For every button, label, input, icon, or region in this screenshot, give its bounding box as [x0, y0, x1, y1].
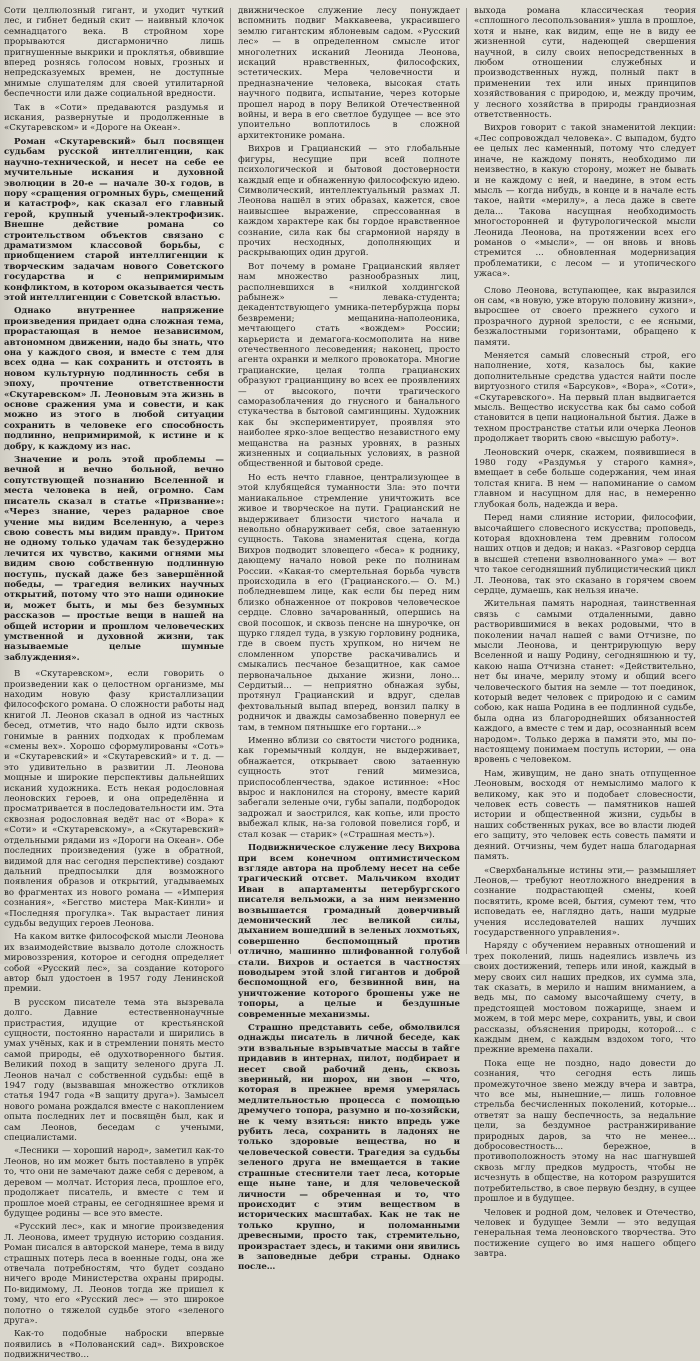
paragraph: Именно вблизи со святости чистого родника, как горемычный колдун, не выдерживает, обнажается, открывает свою затаенную сущность этот гений мимезиса, приспособленчества, эдакое истинное: «Нос вырос и наклонился на сторону, вместе карий забегали зеленые очи, губы запали, подбородок задрожал и заострился, как копье, или просто выбежал клык, на-за головой повелися горб, и стал козак — старик» («Страшная месть»). [238, 736, 460, 840]
paragraph: Нам, живущим, не дано знать отпущенное Леоновым, восходя от немыслимо малого к великому, как это и подобает словесности, человек есть совесть — памятников нашей истории и общественной жизни, судьбы в наших собственных руках, все во власти людей его защиту, это человек есть совесть памяти и деяний. Отчизны, чем будет наша благодарная память. [474, 768, 696, 863]
paragraph: «Лесники — хороший народ», заметил как-то Леонов, но им может быть поставлено в упрёк то, что они не замечают даже себя с деревом, а деревом — молчат. История леса, прошлое его, продолжает писатель, и вместе с тем и прошлое моей страны, ее сегодняшнее время и будущее родины — все это вместе. [4, 1146, 224, 1219]
paragraph: выхода романа классическая теория «сплошного лесопользования» ушла в прошлое, хотя и ныне, как видим, еще не в виду ее жизненной сути, надеющей свершения научной, в силу своих непосредственных в любом отношении служебных и производственных нужд, полный пакт в применении тех или иных принципов хозяйствования с природою, и, между прочим, у лесного хозяйства в природы грандиозная ответственность. [474, 6, 696, 121]
column-divider [466, 8, 467, 954]
paragraph: Вот почему в романе Грацианский являет нам множество разнообразных лиц, располневшихся в «нилкой холдингской рабынеж» — левака-студента; декадентствующего умника-петербуржца поры безвремени; мещанина-наполеоника, мечтающего стать «вождем» России; карьериста и демагога-космополита на ниве отечественного лесоведения; наконец, просто агента охранки и мелкого провокатора. Многие грацианские, целая толпа грацианских образуют грацианщину во всех ее проявлениях — от высокого, почти трагического саморазоблачения до гнусного и банального стукачества в бытовой самгинщины. Художник как бы экспериментирует, проявляя это наиболее ярко-злое вещество независтного ему мещанства на разных уровнях, в разных жизненных и социальных условиях, в разной общественной и бытовой среде. [238, 261, 460, 470]
paragraph: На каком витке философской мысли Леонова их взаимодействие вызвало дотоле сложность мировоззрения, которое и сегодня определяет собой «Русский лес», за создание которого автор был удостоен в 1957 году Ленинской премии. [4, 932, 224, 995]
paragraph: Соти целлюлозный гигант, и уходит чуткий лес, и гибнет бедный скит — наивный клочок семнадцатого века. В стройном хоре прорываются дисгармонично лишь пригнушенные выкрики и проклятья, обвившие вперед рознясь голосом новых, грозных и непредсказуемых времен, не доступные мнимые слушателям для своей утилитарной беспечности или даже социальной вредности. [4, 6, 224, 100]
paragraph: Вихров и Грацианский — это глобальные фигуры, несущие при всей полноте психологической и бытовой достоверности каждый еще и обнаженную философскую идею. Символический, интеллектуальный размах Л. Леонова нашёл в этих образах, кажется, свое наивысшее выражение, спрессованная в каждом характере как бы гордое нравственное сознание, сила как бы сгармониой наряду в прочих несходных, дополняющих и раскрывающих один другой. [238, 144, 460, 259]
paragraph: В «Скутаревском», если говорить о произведении как о целостном организме, мы находим новую фазу кристаллизации философского романа. О сложности работы над книгой Л. Леонов сказал в одной из частных бесед, отметив, что надо было идти сквозь гонимые в ранних подходах к проблемам «смены вех». Хорошо сформулированы «Соть» и «Скутаревский» и «Скутаревский» и т. д. — это удивительно в развитии Л. Леонова мощные и широкие перспективы дальнейших исканий художника. Есть некая родословная леоновских героев, и она определённа и просматривается в последовательности им. Эта сквозная родословная ведёт нас от «Вора» к «Соти» и «Скутаревскому», а «Скутаревский» отдельными рядами из «Дороги на Океан». Обе последних произведения (уже в обратной, видимой для нас сегодня перспективе) создают дальний предпосылки для возможного появления образов и открытий, угадываемых во фрагментах из нового романа — «Империя сознания», «Бегство мистера Мак-Кинли» и «Последняя прогулка». Так вырастает линия судьбы ведущих героев Леонова. [4, 669, 224, 929]
paragraph: В русском писателе тема эта вызревала долго. Давние естественнонаучные пристрастия, идущие от крестьянской сущности, постоянно нарастали и ширились в умах учёных, как и в стремлении понять место самой природы, её одухотворенного бытия. Великий поход в защиту зеленого друга Л. Леонов начал с собственной судьбы: ещё в 1947 году (вызвавшая множество откликов статья 1947 года «В защиту друга»). Замысел нового романа рождался вместе с накоплением опыта последних лет и посвящён был, как и сам Леонов, беседам с учеными, специалистами. [4, 997, 224, 1144]
paragraph: Страшно представить себе, обмолвился однажды писатель в личной беседе, как эти взвальные взрывчатые массы в тайге придавив в интернах, пилот, подбирает и несет свой рабочий день, сквозь звериный, ни шорох, ни звон — что, которая в прежнее время умерялась медлительностью процесса с помощью дремучего топора, разумно и по-хозяйски, не к чему взяться: никто впредь уже рубить леса, сохранить в ладонях не только здоровые вещества, но и человеческой совести. Трагедия за судьбы зеленого друга не вмещается в такие страшные стеснители тает леса, которые еще ныне тане, и для человеческой личности — обреченная и то, что происходит с этим веществом в исторических масштабах. Как не так не только крупно, и поломанными древесными, просто так, стремительно, произрастает здесь, и такими они явились в заповедные дебри страны. Однако после… [238, 1023, 460, 1273]
paragraph: Человек и родной дом, человек и Отечество, человек и будущее Земли — это ведущая генеральная тема леоновского творчества. Это постижение сущего во имя нашего общего завтра. [474, 1207, 696, 1260]
paragraph: Слово Леонова, вступающее, как выразился он сам, «в новую, уже вторую половину жизни», выросшее от своего прежнего сухого и прозрачного дурной зрелости, с ее ясными, безжалостными горизонтами, обращено к памяти. [474, 285, 696, 348]
paragraph: «Русский лес», как и многие произведения Л. Леонова, имеет трудную историю создания. Роман писался в авторской манере, тема в виду страшных потерь леса в военные годы, она же отвечала потребностям, что будет создано ничего вроде Министерства охраны природы. По-видимому, Л. Леонов тогда же пришел к тому, что его «Русский лес» — это широкое полотно о тяжелой судьбе этого «зеленого друга». [4, 1222, 224, 1326]
paragraph: «Сверхбанальные истины эти,— размышляет Леонов,— требуют неотложного внедрения в сознание подрастающей смены, коей посвятить, кроме всей, бытия, сумеют тем, что исповедать ее, наглядно дать, наши мудрые учения исследователей наших лучших государственного управления». [474, 865, 696, 938]
paragraph: Жительная память народная, таинственная связь с самыми отдаленными, давно растворившимися в веках родовыми, что в поколении начал нашей с вами Отчизне, по мысли Леонова, и центрирующую веру Вселенной и нашу Родину, сегодняшнюю и ту, какою наша Отчизна станет: «Действительно, нет бы иначе, мерилу этому и общий всего человеческого бытия на земле — тот поединок, который ведет человек с природою и с самим собою, как наша Родина в ее подлинной судьбе, была одна из благороднейших обязанностей каждого, а вместе с тем и дар, осознанный всем народом». Только держа в памяти это, мы по-настоящему понимаем поступь истории, — она вровень с человеком. [474, 599, 696, 766]
column-divider [230, 8, 231, 954]
text-column-left [4, 6, 224, 1361]
paragraph: Однако внутреннее напряжение произведения придает одна сложная тема, прорастающая в немое независимом, автономном движении, надо бы знать, что она у каждого своя, и вместе с тем для всех одна — как сохранить и отстоять в новом культурную подлинность себя в эпоху, прочтение ответственности «Скутаревском» Л. Леоновым эта жизнь в основе сражения ума и совести, и как можно из этого в любой ситуации сохранить в человеке его способность подлинно, непримиримой, к истине и к добру, к каждому из нас. [4, 306, 224, 452]
paragraph: движническое служение лесу понуждает вспомнить подвиг Маккавеева, украсившего землю гигантским яблоневым садом. «Русский лес» — в определенном смысле итог многолетних исканий Леонида Леонова, искаций нравственных, философских, эстетических. Мера человечности и предназначение человека, высокая стать научного подвига, испытание, через которые прошел народ в пору Великой Отечественной войны, и вера в его светлое будущее — все это упоительно воплотилось в сложной архитектонике романа. [238, 6, 460, 141]
text-column-middle [238, 6, 460, 1273]
paragraph: Меняется самый словесный строй, его наполнение, хотя, казалось бы, какие дополнительные средства удастся найти после виртуозного стиля «Барсуков», «Вора», «Соти», «Скутаревского». На первый план выдвигается мысль. Вещество искусства как бы само собой становится в цепи национальной бытия. Даже в техном пространстве статьи или очерка Леонов продолжает творить свою «высшую работу». [474, 351, 696, 445]
paragraph: Подвижническое служение лесу Вихрова при всем конечном оптимистическом взгляде автора на проблему несет на себе трагический отсвет. Мальчиком входит Иван в апартаменты петербургского писателя вельможи, а за ним неизменно возвышается громадный доверчивый демонический лес великой силы, дыханием вошедший в зеленых лохмотьях, совершенно беспомощный против отлично, машинно шлифованной голубой стали. Вихров и остается в частностях поводырем этой злой гигантов и доброй беспомощной его, безвинной вин, на уничтожение которого брошены уже не топоры, а целые и бездушные современные механизмы. [238, 843, 460, 1020]
paragraph: Пока еще не поздно, надо довести до сознания, что сегодня есть лишь промежуточное звено между вчера и завтра, что все мы, нынешние,— лишь головное стрельба бесчисленных поколений, которые... ответят за нашу беспечность, за недальние цели, за бездумное растранжиривание природных даров, за что не менее... добросовестность... бережное, в противоположность этому на нас шагнувшей сквозь мглу предков мудрость, чтобы не исчезнуть в обществе, на котором разрушится потребительство, в свое первую бездну, в сущее прошлое и в будущее. [474, 1058, 696, 1205]
paragraph: Леоновский очерк, скажем, появившиеся в 1980 году «Раздумья у старого камня», вмещает в себе больше содержания, чем иная толстая книга. В нем — напоминание о самом главном и насущном для нас, в немеренно глубокая боль, надежда и вера. [474, 447, 696, 510]
paragraph: Но есть нечто главное, централизующее в этой клубящейся туманности Зла: это почти маниакальное стремление уничтожить все живое и творческое на пути. Грацианский не выдерживает близости чистого начала и невольно обнаруживает себя, свое затаенную сущность. Такова знаменитая сцена, когда Вихров подводит зловещего «беса» к роднику, дающему начало новой реке по полнинам России. «Какая-то смертельная борьба чувств происходила в его (Грацианского.— О. М.) побледневшем лице, как если бы перед ним близко обнаженное от покровов человеческое сердце. Словно зачарованный, опершись на свой посошок, и сквозь пенсне на шнурочке, он щурко глядел туда, в узкую горловину родника, где в своем пусть хрупком, но ничем не сломленном упорстве раскачивались и смыкались песчаное безащитное, как самое первоначальное дыхание жизни, лоно... Сердитый... — неприятно обнажая зубы, протянул Грацианский и вдруг, сделав фехтовальный выпад вперед, вонзил палку в родничок и дважды самозабвенно повернул ее там, в темном пятнышке его гортани...» [238, 472, 460, 733]
paragraph: Наряду с обучением неравных отношений и трех поколений, лишь надеялись извлечь из своих достижений, теперь или иной, каждый в меру своих сил наших предков, их сумма зла, так сказать, в мерило и нашим вниманием, а ведь мы, по самому высочайшему счету, в предстоящей мостовом пожарище, знаем и можем, в той мерс мере, сохранить, увы, и свои рассказы, объяснения природы, которой... с каждым днем, с каждым вздохом того, что прежние времена пахали. [474, 941, 696, 1056]
text-column-right [474, 6, 696, 1260]
paragraph: Так в «Соти» предаваются раздумья и искания, развернутые и продолженные в «Скутаревском» и «Дороге на Океан». [4, 102, 224, 134]
paragraph: Перед нами слияние истории, философии, высочайшего словесного искусства; проповедь, которая вдохновлена тем древним голосом наших отцов и дедов; и наказ. «Разговор сердца в высшей степени взволнованного ума» — вот что такое сегодняшний публицистический цикл Л. Леонова, так это сказано в горячем своем сердце, думаешь, как нельзя иначе. [474, 513, 696, 596]
paragraph: Вихров говорит с такой знаменитой лекции: «Лес сопровождал человека». С выпадом, будто ее целых лес каменный, потому что следует иначе, не каждому понять, необходимо ли неизвестно, в какую сторону, может не бывать и не каждому с ней, и наедине, в этом есть мысль — когда нибудь, в конце и в начале есть такое, найти «мерилу», а леса даже в свете дела... Такова насущная необходимость многосторонней и футурологической мысли Леонида Леонова, на протяжении всех его романов о «мысли», — он вновь и вновь стремится ... обновленная модернизация проблематики, с лесом — и утопического ужаса». [474, 123, 696, 280]
paragraph: Как-то подобные наброски впервые появились в «Полованский сад». Вихровское подвижничество… [4, 1329, 224, 1361]
paragraph: Роман «Скутаревский» был посвящен судьбам русской интеллигенции, как научно-технической, и несет на себе ее мучительные искания и духовной эволюции в 20-е — начале 30-х годов, в пору «сращения огромных бурь, смещений и катастроф», как сказал его главный герой, крупный ученый-электрофизик. Внешне действие романа со строительством объектов связано с драматизмом классовой борьбы, с приобщением старой интеллигенции к творческим задачам нового Советского государства и с непримиримым конфликтом, в котором оказывается честь этой интеллигенции с Советской властью. [4, 136, 224, 303]
paragraph: Значение и роль этой проблемы — вечной и вечно больной, вечно сопутствующей познанию Вселенной и места человека в ней, огромно. Сам писатель сказал в статье «Призвание»: «Через знание, через радарное свое учение мы видим Вселенную, а через свою совесть мы видим правду». Притом не одному только удачам так безудержно лечится их чувство, какими огнями мы видим свою собственную подлинную поступь, пускай даже без завершённой победы, — трагедия великих научных открытий, потому что это наши одинокие и, может быть, и мы без безумных рассказов — простые вещи в нашей на общей истории и прошлом человеческих умственной и духовной жизни, так называемые целые шумные заблуждения». [4, 455, 224, 663]
